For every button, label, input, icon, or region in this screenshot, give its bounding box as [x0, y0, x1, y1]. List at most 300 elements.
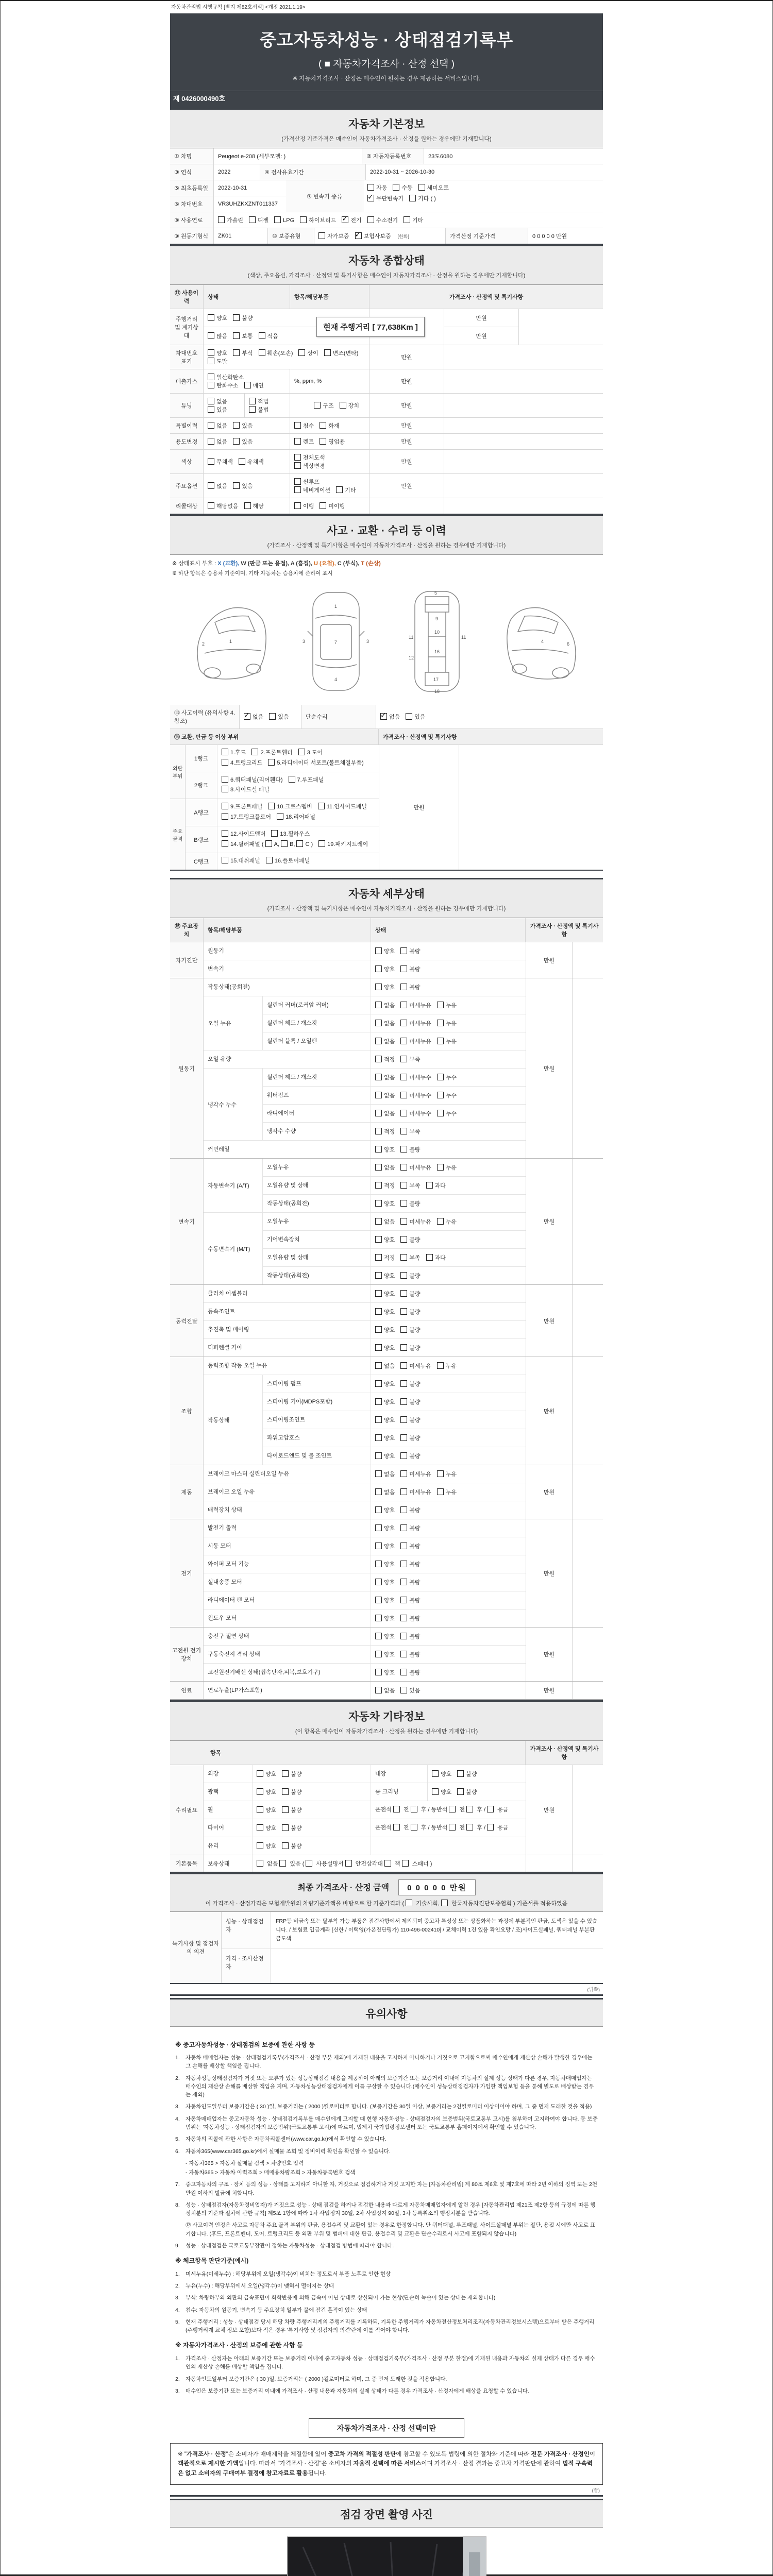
checkbox[interactable] [375, 1488, 382, 1495]
checkbox[interactable] [249, 216, 256, 223]
option-label: 양호 [384, 1147, 395, 1154]
checkbox[interactable] [277, 813, 283, 820]
checkbox[interactable] [257, 1770, 263, 1777]
checkbox[interactable] [289, 776, 295, 783]
checkbox[interactable] [375, 1308, 382, 1315]
checkbox[interactable] [375, 1146, 382, 1153]
item-options [253, 1837, 371, 1855]
device-rows [204, 1159, 526, 1284]
checkbox[interactable] [400, 1434, 407, 1441]
rank-items [217, 799, 379, 826]
checkbox[interactable] [375, 1579, 382, 1585]
warranty-provider: [한화] [397, 233, 410, 239]
panel-group-label: 외판부위 [170, 745, 186, 799]
svg-text:17: 17 [433, 677, 439, 682]
checkbox[interactable] [400, 1615, 407, 1621]
checkbox[interactable] [400, 1200, 407, 1207]
checkbox[interactable] [208, 458, 214, 465]
checkbox[interactable] [400, 1182, 407, 1189]
checkbox[interactable] [437, 1002, 444, 1008]
checkbox[interactable] [432, 1770, 439, 1777]
checkbox[interactable] [400, 1056, 407, 1062]
checkbox[interactable] [222, 840, 228, 847]
checkbox[interactable] [375, 1380, 382, 1387]
option-label: 기타 [345, 487, 356, 494]
checkbox[interactable] [375, 1092, 382, 1098]
option-label: 적법 [258, 399, 269, 405]
option [375, 1614, 395, 1622]
notice-item-text: 미세누유(미세누수) : 해당부위에 오일(냉각수)이 비치는 정도로서 부품 노후로 인한 현상 [186, 2270, 391, 2277]
option-label: 미세누유 [409, 1003, 431, 1009]
checkbox[interactable] [294, 478, 301, 485]
checkbox[interactable] [400, 1146, 407, 1153]
checkbox[interactable] [336, 486, 343, 493]
checkbox[interactable] [294, 422, 301, 429]
checkbox[interactable] [294, 462, 301, 469]
checkbox[interactable] [282, 1770, 289, 1777]
checkbox[interactable] [306, 1860, 312, 1867]
checkbox[interactable] [375, 1164, 382, 1171]
checkbox-checked[interactable] [367, 195, 374, 201]
checkbox[interactable] [281, 840, 288, 847]
checkbox[interactable] [257, 1824, 263, 1831]
checkbox[interactable] [208, 422, 214, 429]
option-label: 양호 [384, 1616, 395, 1622]
state-options [371, 1267, 526, 1284]
option [208, 381, 239, 389]
checkbox[interactable] [375, 1669, 382, 1675]
checkbox[interactable] [400, 1254, 407, 1261]
checkbox[interactable] [268, 803, 275, 809]
checkbox[interactable] [233, 349, 240, 356]
checkbox[interactable] [384, 1860, 391, 1867]
item-label: 충전구 절연 상태 [204, 1628, 371, 1645]
svg-text:1: 1 [334, 604, 338, 609]
accident-history-table [170, 705, 603, 871]
detail-row [204, 1537, 526, 1555]
checkbox[interactable] [400, 1002, 407, 1008]
item-label: 실린더 헤드 / 개스킷 [263, 1069, 371, 1086]
checkbox[interactable] [400, 1290, 407, 1297]
checkbox[interactable] [318, 803, 325, 809]
checkbox[interactable] [375, 1218, 382, 1225]
checkbox[interactable] [375, 1182, 382, 1189]
checkbox[interactable] [411, 1806, 417, 1812]
option [257, 1787, 276, 1796]
checkbox[interactable] [249, 406, 256, 413]
checkbox[interactable] [375, 1254, 382, 1261]
checkbox[interactable] [282, 1806, 289, 1813]
notice-item [175, 2147, 598, 2156]
checkbox[interactable] [208, 332, 214, 339]
checkbox[interactable] [208, 349, 214, 356]
panel-item-label: 1.후드 [230, 750, 246, 756]
checkbox[interactable] [375, 1452, 382, 1459]
checkbox[interactable] [375, 1416, 382, 1423]
checkbox[interactable] [375, 1470, 382, 1477]
state-cell [204, 498, 290, 514]
checkbox[interactable] [375, 1290, 382, 1297]
checkbox[interactable] [269, 713, 276, 720]
checkbox[interactable] [298, 749, 305, 755]
checkbox[interactable] [400, 1344, 407, 1351]
note-cell [572, 1682, 603, 1699]
checkbox[interactable] [375, 1344, 382, 1351]
checkbox[interactable] [222, 749, 228, 755]
inspector-comment [271, 1949, 603, 1983]
checkbox[interactable] [375, 1597, 382, 1603]
checkbox[interactable] [487, 1806, 494, 1812]
state-cell [290, 474, 369, 498]
table-row [170, 164, 603, 180]
checkbox[interactable] [249, 398, 256, 404]
checkbox[interactable] [208, 358, 214, 364]
checkbox[interactable] [320, 502, 326, 509]
checkbox[interactable] [400, 1543, 407, 1549]
checkbox[interactable] [400, 1380, 407, 1387]
overall-state-table [170, 285, 603, 515]
checkbox[interactable] [400, 1561, 407, 1567]
item-label: 워터펌프 [263, 1087, 371, 1104]
rank-row [186, 853, 379, 870]
section-notice-title: 유의사항 [365, 2008, 408, 2020]
checkbox[interactable] [441, 1900, 448, 1906]
row-label: 차대번호 표기 [170, 345, 204, 369]
option-label: 미세누수 [409, 1093, 431, 1099]
checkbox[interactable] [466, 1824, 473, 1831]
option-label: 세미오토 [427, 185, 449, 191]
checkbox[interactable] [222, 830, 228, 837]
checkbox[interactable] [375, 1074, 382, 1080]
option [375, 1668, 395, 1676]
price-cell: 만원 [476, 333, 487, 340]
checkbox[interactable] [208, 406, 214, 413]
checkbox[interactable] [437, 1470, 444, 1477]
checkbox[interactable] [271, 830, 278, 837]
checkbox[interactable] [400, 1579, 407, 1585]
option [320, 502, 345, 510]
checkbox[interactable] [340, 402, 346, 409]
checkbox[interactable] [375, 1272, 382, 1279]
document-title: 중고자동차성능 · 상태점검기록부 [259, 30, 514, 49]
checkbox[interactable] [318, 232, 325, 239]
checkbox[interactable] [218, 216, 225, 223]
device-rows [204, 1465, 526, 1519]
checkbox[interactable] [282, 1824, 289, 1831]
checkbox[interactable] [244, 382, 251, 388]
checkbox[interactable] [375, 1038, 382, 1044]
checkbox[interactable] [375, 1524, 382, 1531]
checkbox[interactable] [437, 1362, 444, 1369]
checkbox[interactable] [233, 438, 240, 445]
checkbox[interactable] [409, 195, 416, 201]
checkbox[interactable] [233, 332, 240, 339]
state-options [371, 1303, 526, 1320]
checkbox[interactable] [375, 1434, 382, 1441]
checkbox[interactable] [375, 1561, 382, 1567]
checkbox[interactable] [400, 1651, 407, 1657]
option-label: 없음 [216, 439, 228, 445]
option [269, 713, 289, 721]
checkbox[interactable] [393, 1806, 400, 1812]
checkbox[interactable] [449, 1824, 456, 1831]
checkbox[interactable] [294, 502, 301, 509]
checkbox[interactable] [437, 1164, 444, 1171]
column-header: 항목/해당부품 [204, 918, 371, 942]
checkbox[interactable] [400, 1326, 407, 1333]
registration-number-value: 23도6080 [428, 154, 453, 160]
section-accident-title: 사고 · 교환 · 수리 등 이력 [327, 525, 446, 537]
checkbox[interactable] [314, 402, 321, 409]
checkbox[interactable] [457, 1788, 464, 1795]
option-label: 있음 [409, 1688, 421, 1694]
svg-text:2: 2 [201, 641, 205, 647]
option [257, 1769, 276, 1778]
option [244, 713, 263, 721]
checkbox-checked[interactable] [355, 232, 362, 239]
checkbox[interactable] [233, 314, 240, 321]
panel-group-label: 주요골격 [170, 799, 186, 870]
svg-text:9: 9 [435, 616, 438, 621]
checkbox[interactable] [400, 1362, 407, 1369]
checkbox[interactable] [406, 1900, 412, 1906]
checkbox[interactable] [400, 1470, 407, 1477]
checkbox[interactable] [375, 1651, 382, 1657]
checkbox[interactable] [426, 1182, 433, 1189]
checkbox[interactable] [208, 438, 214, 445]
option [375, 1397, 395, 1406]
checkbox[interactable] [400, 965, 407, 972]
option [400, 1487, 431, 1496]
option [375, 1199, 395, 1208]
checkbox[interactable] [437, 1020, 444, 1026]
checkbox[interactable] [393, 184, 399, 191]
option [208, 357, 227, 365]
checkbox[interactable] [233, 422, 240, 429]
checkbox[interactable] [418, 184, 425, 191]
checkbox[interactable] [375, 1236, 382, 1243]
option-label: 양호 [265, 1807, 277, 1814]
checkbox[interactable] [222, 803, 228, 809]
checkbox[interactable] [222, 813, 228, 820]
checkbox[interactable] [282, 1842, 289, 1849]
option [208, 502, 239, 510]
checkbox[interactable] [282, 1788, 289, 1795]
checkbox[interactable] [437, 1038, 444, 1044]
checkbox[interactable] [426, 1254, 433, 1261]
checkbox[interactable] [400, 1633, 407, 1639]
checkbox[interactable] [367, 184, 374, 191]
item-label: 내장 [371, 1765, 428, 1783]
checkbox[interactable] [400, 1506, 407, 1513]
checkbox[interactable] [457, 1770, 464, 1777]
checkbox[interactable] [400, 1092, 407, 1098]
checkbox[interactable] [320, 438, 326, 445]
option-label: 적정 [384, 1057, 395, 1063]
option-label: 양호 [384, 1417, 395, 1424]
checkbox[interactable] [257, 1806, 263, 1813]
checkbox[interactable] [222, 857, 228, 863]
checkbox[interactable] [400, 1074, 407, 1080]
checkbox[interactable] [294, 438, 301, 445]
checkbox[interactable] [375, 1362, 382, 1369]
checkbox[interactable] [279, 1860, 286, 1867]
checkbox[interactable] [400, 1398, 407, 1405]
checkbox[interactable] [320, 422, 326, 429]
checkbox[interactable] [239, 458, 245, 465]
checkbox[interactable] [257, 1842, 263, 1849]
device-label: 원동기 [170, 978, 204, 1158]
checkbox[interactable] [375, 1056, 382, 1062]
checkbox[interactable] [404, 216, 410, 223]
checkbox[interactable] [375, 947, 382, 954]
text: 한국자동차진단보증협회 ) 기준서를 적용하였음 [449, 1901, 568, 1907]
checkbox[interactable] [400, 1524, 407, 1531]
checkbox[interactable] [375, 1200, 382, 1207]
checkbox[interactable] [208, 502, 214, 509]
checkbox-checked[interactable] [380, 713, 387, 720]
checkbox[interactable] [400, 1110, 407, 1116]
checkbox[interactable] [296, 840, 303, 847]
option [239, 457, 264, 466]
device-rows [204, 1628, 526, 1681]
checkbox[interactable] [294, 454, 301, 461]
checkbox[interactable] [208, 398, 214, 404]
checkbox[interactable] [393, 1824, 400, 1831]
item-label: 오일누유 [263, 1213, 371, 1230]
checkbox[interactable] [406, 713, 412, 720]
option-label: 불량 [409, 1453, 421, 1460]
checkbox[interactable] [222, 776, 228, 783]
option-label: 있음 [242, 483, 253, 489]
checkbox[interactable] [300, 216, 307, 223]
checkbox[interactable] [375, 1615, 382, 1621]
checkbox[interactable] [400, 1308, 407, 1315]
exchange-price: 만원 [379, 745, 459, 870]
item-label: 휠 [204, 1801, 253, 1819]
checkbox[interactable] [432, 1788, 439, 1795]
checkbox[interactable] [437, 1092, 444, 1098]
field-label: ③ 연식 [170, 164, 214, 180]
price-cell: 만원 [526, 1465, 572, 1519]
checkbox[interactable] [466, 1806, 473, 1812]
checkbox[interactable] [244, 502, 251, 509]
simple-repair-options [376, 705, 603, 728]
checkbox[interactable] [400, 1218, 407, 1225]
checkbox[interactable] [402, 1860, 409, 1867]
checkbox[interactable] [437, 1218, 444, 1225]
checkbox[interactable] [345, 1860, 352, 1867]
checkbox[interactable] [251, 749, 258, 755]
checkbox[interactable] [375, 1633, 382, 1639]
checkbox[interactable] [400, 947, 407, 954]
option [400, 1289, 420, 1298]
checkbox[interactable] [437, 1488, 444, 1495]
checkbox[interactable] [400, 1164, 407, 1171]
checkbox[interactable] [222, 786, 228, 792]
checkbox[interactable] [208, 482, 214, 489]
checkbox[interactable] [411, 1824, 417, 1831]
item-label: 오일유량 및 상태 [263, 1177, 371, 1194]
checkbox[interactable] [375, 1002, 382, 1008]
checkbox[interactable] [208, 374, 214, 380]
option-label: 수소전기 [376, 217, 398, 224]
checkbox[interactable] [257, 1860, 263, 1867]
checkbox[interactable] [375, 965, 382, 972]
checkbox[interactable] [268, 759, 275, 766]
checkbox-checked[interactable] [244, 713, 250, 720]
checkbox[interactable] [274, 216, 281, 223]
option-label: 수동 [401, 185, 413, 191]
option [400, 1596, 420, 1604]
checkbox[interactable] [208, 382, 214, 388]
checkbox[interactable] [259, 349, 265, 356]
checkbox[interactable] [375, 1128, 382, 1134]
checkbox[interactable] [400, 1272, 407, 1279]
checkbox[interactable] [400, 1669, 407, 1675]
checkbox[interactable] [375, 1020, 382, 1026]
checkbox[interactable] [400, 1488, 407, 1495]
checkbox[interactable] [437, 1074, 444, 1080]
section-etc-title: 자동차 기타정보 [348, 1711, 425, 1723]
checkbox[interactable] [294, 486, 301, 493]
checkbox[interactable] [375, 1110, 382, 1116]
vin-value: VR3UHZKXZNT011337 [218, 201, 278, 207]
checkbox[interactable] [400, 1416, 407, 1423]
checkbox[interactable] [367, 216, 374, 223]
item-label: 라디에이터 팬 모터 [204, 1591, 371, 1609]
checkbox[interactable] [324, 349, 331, 356]
checkbox[interactable] [265, 840, 272, 847]
checkbox[interactable] [449, 1806, 456, 1812]
checkbox[interactable] [233, 482, 240, 489]
checkbox[interactable] [400, 1020, 407, 1026]
checkbox[interactable] [375, 1506, 382, 1513]
option [400, 1199, 420, 1208]
checkbox[interactable] [318, 840, 325, 847]
checkbox[interactable] [400, 1038, 407, 1044]
checkbox[interactable] [375, 1687, 382, 1693]
item-label: 와이퍼 모터 기능 [204, 1555, 371, 1573]
option-label: 불량 [466, 1789, 477, 1796]
checkbox[interactable] [375, 1543, 382, 1549]
checkbox[interactable] [400, 1128, 407, 1134]
panel-item [222, 841, 313, 848]
checkbox[interactable] [375, 984, 382, 990]
option-label: 적정 [384, 1255, 395, 1262]
checkbox-checked[interactable] [342, 216, 348, 223]
checkbox[interactable] [437, 1110, 444, 1116]
checkbox[interactable] [257, 1788, 263, 1795]
checkbox[interactable] [208, 314, 214, 321]
checkbox[interactable] [487, 1824, 494, 1831]
checkbox[interactable] [375, 1398, 382, 1405]
checkbox[interactable] [400, 984, 407, 990]
checkbox[interactable] [222, 759, 228, 766]
checkbox[interactable] [266, 857, 273, 863]
checkbox[interactable] [298, 349, 305, 356]
checkbox[interactable] [375, 1326, 382, 1333]
document [170, 1, 603, 2576]
checkbox[interactable] [400, 1236, 407, 1243]
checkbox[interactable] [259, 332, 265, 339]
section-detail-header [170, 878, 603, 918]
field-label: ⑧ 사용연료 [170, 212, 214, 228]
checkbox[interactable] [400, 1687, 407, 1693]
remarks-label: 특기사항 및 점검자의 의견 [170, 1912, 222, 1982]
checkbox[interactable] [400, 1597, 407, 1603]
checkbox[interactable] [400, 1452, 407, 1459]
